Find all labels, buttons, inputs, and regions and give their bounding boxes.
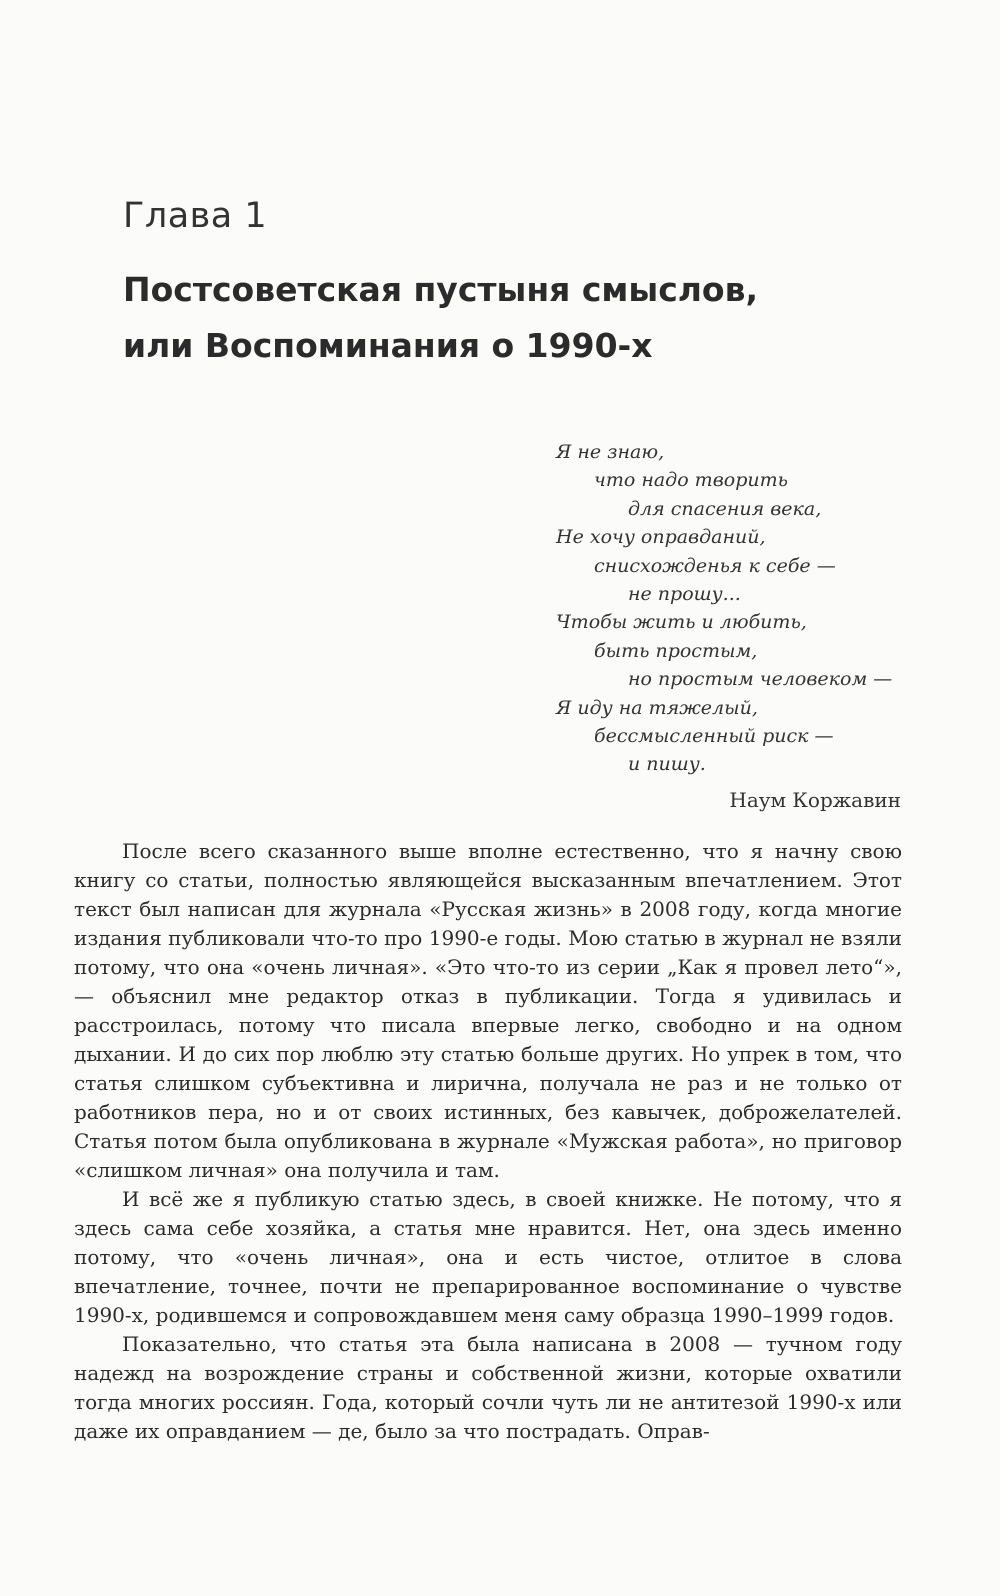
epigraph-line: что надо творить (594, 469, 788, 492)
epigraph-author: Наум Коржавин (729, 788, 901, 812)
epigraph-poem (556, 438, 916, 779)
chapter-title-line: или Воспоминания о 1990-х (123, 326, 653, 365)
epigraph-line: Не хочу оправданий, (556, 526, 766, 549)
chapter-title-line: Постсоветская пустыня смыслов, (123, 270, 759, 309)
paragraph: Показательно, что статья эта была написана в 2008 — тучном году надежд на возрождение страны и собственной жизни, которые охватили тогда многих россиян. Года, который сочли чуть ли не антитезой 1990-х или даже их оправданием — де, было за что пострадать. Оправ- (74, 1332, 902, 1443)
chapter-label: Глава 1 (123, 196, 268, 236)
epigraph-line: Я не знаю, (556, 441, 665, 463)
epigraph-line: и пишу. (628, 753, 706, 776)
paragraph: И всё же я публикую статью здесь, в своей книжке. Не потому, что я здесь сама себе хозяйка, а статья мне нравится. Нет, она здесь именно потому, что «очень личная», она и есть чистое, отлитое в слова впечатление, точнее, почти не препарированное воспоминание о чувстве 1990-х, родившемся и сопровождавшем меня саму образца 1990–1999 годов. (74, 1187, 902, 1327)
epigraph-line: снисхожденья к себе — (594, 554, 836, 577)
epigraph-line: для спасения века, (628, 497, 822, 520)
body-text (74, 837, 902, 1446)
chapter-title (123, 262, 758, 374)
paragraph: После всего сказанного выше вполне естественно, что я начну свою книгу со статьи, полностью являющейся высказанным впечатлением. Этот текст был написан для журнала «Русская жизнь» в 2008 году, когда многие издания публиковали что-то про 1990-е годы. Мою статью в журнал не взяли потому, что она «очень личная». «Это что-то из серии „Как я провел лето“», — объяснил мне редактор отказ в публикации. Тогда я удивилась и расстроилась, потому что писала впервые легко, свободно и на одном дыхании. И до сих пор люблю эту статью больше других. Но упрек в том, что статья слишком субъективна и лирична, получала не раз и не только от работников пера, но и от своих истинных, без кавычек, доброжелателей. Статья потом была опубликована в журнале «Мужская работа», но приговор «слишком личная» она получила и там. (74, 839, 902, 1182)
epigraph-line: не прошу... (628, 583, 741, 606)
epigraph-line: быть простым, (594, 639, 758, 662)
epigraph-line: Чтобы жить и любить, (556, 611, 807, 634)
epigraph-line: бессмысленный риск — (594, 725, 834, 748)
epigraph-line: Я иду на тяжелый, (556, 696, 758, 719)
epigraph-line: но простым человеком — (628, 668, 893, 691)
